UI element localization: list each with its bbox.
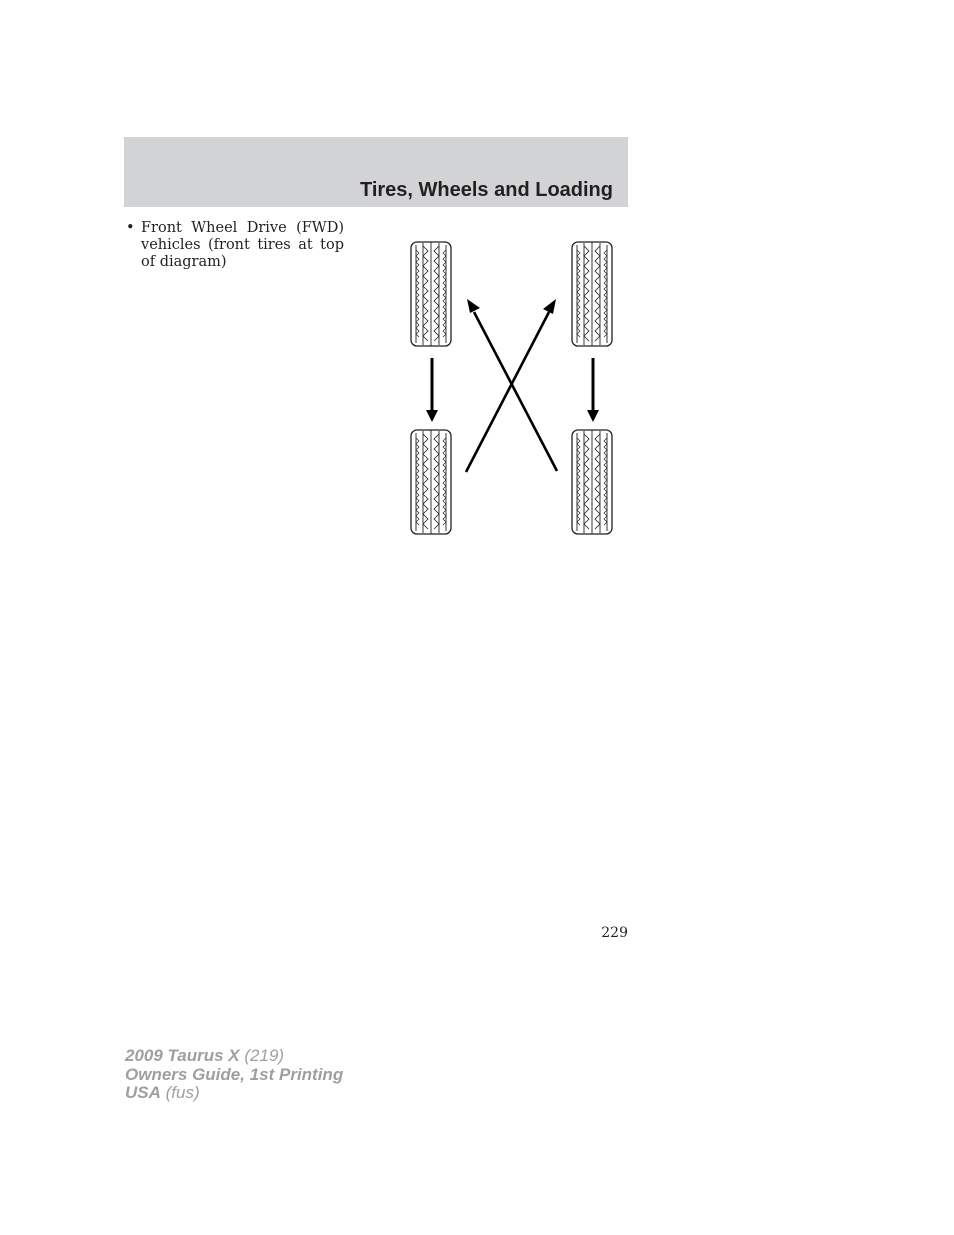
tire-rear-left [411, 430, 451, 534]
bullet-icon: • [126, 220, 135, 236]
footer-line-market [125, 1084, 343, 1103]
footer-line-model [125, 1047, 343, 1066]
footer-market: USA [125, 1083, 161, 1102]
section-header-band [124, 137, 628, 207]
tire-rotation-diagram [400, 236, 622, 538]
page-number: 229 [601, 925, 628, 941]
tire-front-left [411, 242, 451, 346]
section-title: Tires, Wheels and Loading [359, 179, 613, 201]
footer-model: 2009 Taurus X [125, 1046, 240, 1065]
tire-front-right [572, 242, 612, 346]
footer-edition: Owners Guide, 1st Printing [125, 1064, 344, 1084]
arrow-front-left-to-rear-left [426, 358, 438, 422]
tire-rear-right [572, 430, 612, 534]
document-footer [125, 1047, 343, 1103]
footer-line-edition [125, 1066, 343, 1085]
arrow-front-right-to-rear-right [587, 358, 599, 422]
footer-market-code: (fus) [165, 1083, 200, 1102]
bullet-text: Front Wheel Drive (FWD) vehicles (front tires at top of diagram) [141, 220, 344, 270]
footer-model-code: (219) [244, 1046, 285, 1065]
bullet-list-item [124, 220, 344, 271]
